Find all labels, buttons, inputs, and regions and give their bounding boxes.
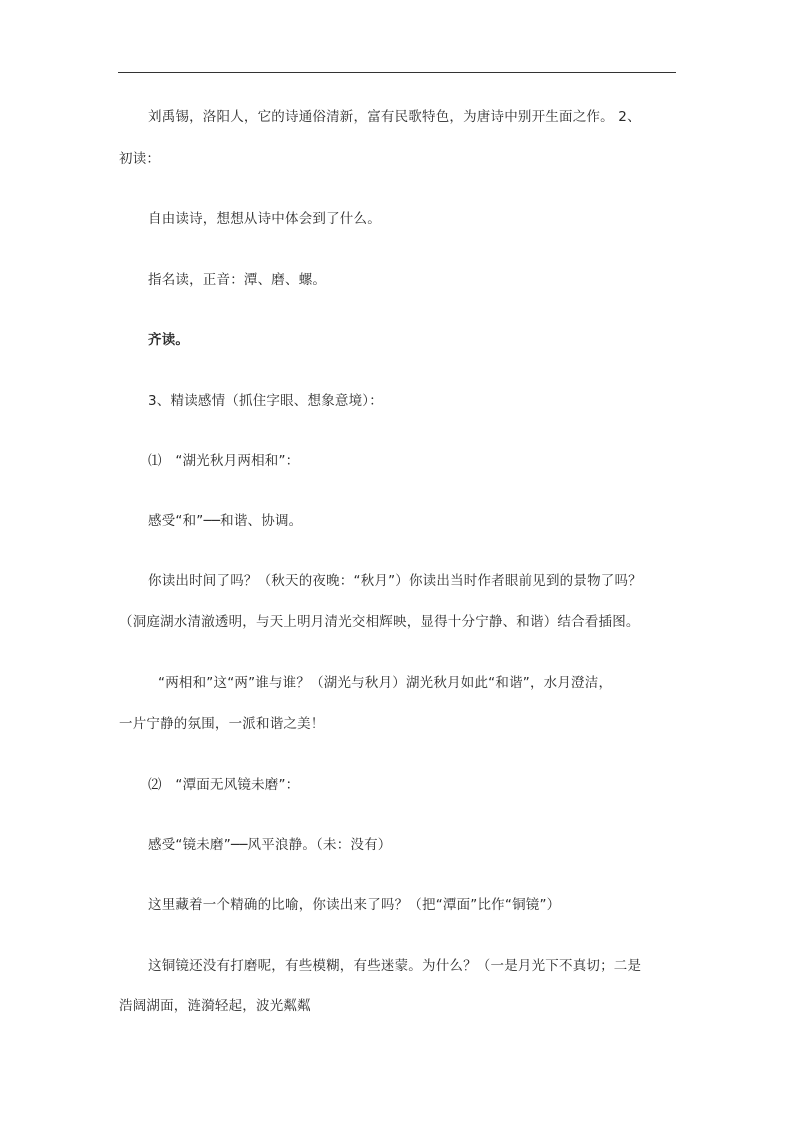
- item-heading-2: ⑵ “潭面无风镜未磨”：: [148, 777, 300, 793]
- item-heading-1: ⑴ “湖光秋月两相和”：: [148, 453, 300, 469]
- paragraph-line-intro: 刘禹锡，洛阳人，它的诗通俗清新，富有民歌特色，为唐诗中别开生面之作。 2、: [148, 109, 641, 125]
- paragraph-line-pronunciation: 指名读，正音：潭、磨、螺。: [148, 272, 327, 288]
- paragraph-line-tranquil: 一片宁静的氛围，一派和谐之美！: [119, 716, 325, 732]
- paragraph-line-question-time: 你读出时间了吗？（秋天的夜晚：“秋月”）你读出当时作者眼前见到的景物了吗？: [148, 573, 642, 589]
- paragraph-line-bronze-mirror: 这铜镜还没有打磨呢，有些模糊，有些迷蒙。为什么？（一是月光下不真切；二是: [148, 958, 642, 974]
- paragraph-line-ripples: 浩阔湖面，涟漪轻起，波光粼粼: [119, 998, 311, 1014]
- paragraph-line-read-together: 齐读。: [148, 332, 190, 348]
- paragraph-line-mirror-unpolished: 感受“镜未磨”──风平浪静。（未：没有）: [148, 837, 392, 853]
- paragraph-line-lake-description: （洞庭湖水清澈透明，与天上明月清光交相辉映，显得十分宁静、和谐）结合看插图。: [119, 614, 640, 630]
- header-rule: [118, 72, 676, 73]
- paragraph-line-free-reading: 自由读诗，想想从诗中体会到了什么。: [148, 211, 381, 227]
- paragraph-line-first-read: 初读：: [119, 151, 161, 167]
- paragraph-line-feel-harmony: 感受“和”──和谐、协调。: [148, 513, 303, 529]
- section-heading-close-reading: 3、精读感情（抓住字眼、想象意境）：: [148, 393, 383, 409]
- paragraph-line-two-harmony: “两相和”这“两”谁与谁？（湖光与秋月）湖光秋月如此“和谐”，水月澄洁，: [158, 675, 613, 691]
- paragraph-line-metaphor: 这里藏着一个精确的比喻，你读出来了吗？（把“潭面”比作“铜镜”）: [148, 897, 561, 913]
